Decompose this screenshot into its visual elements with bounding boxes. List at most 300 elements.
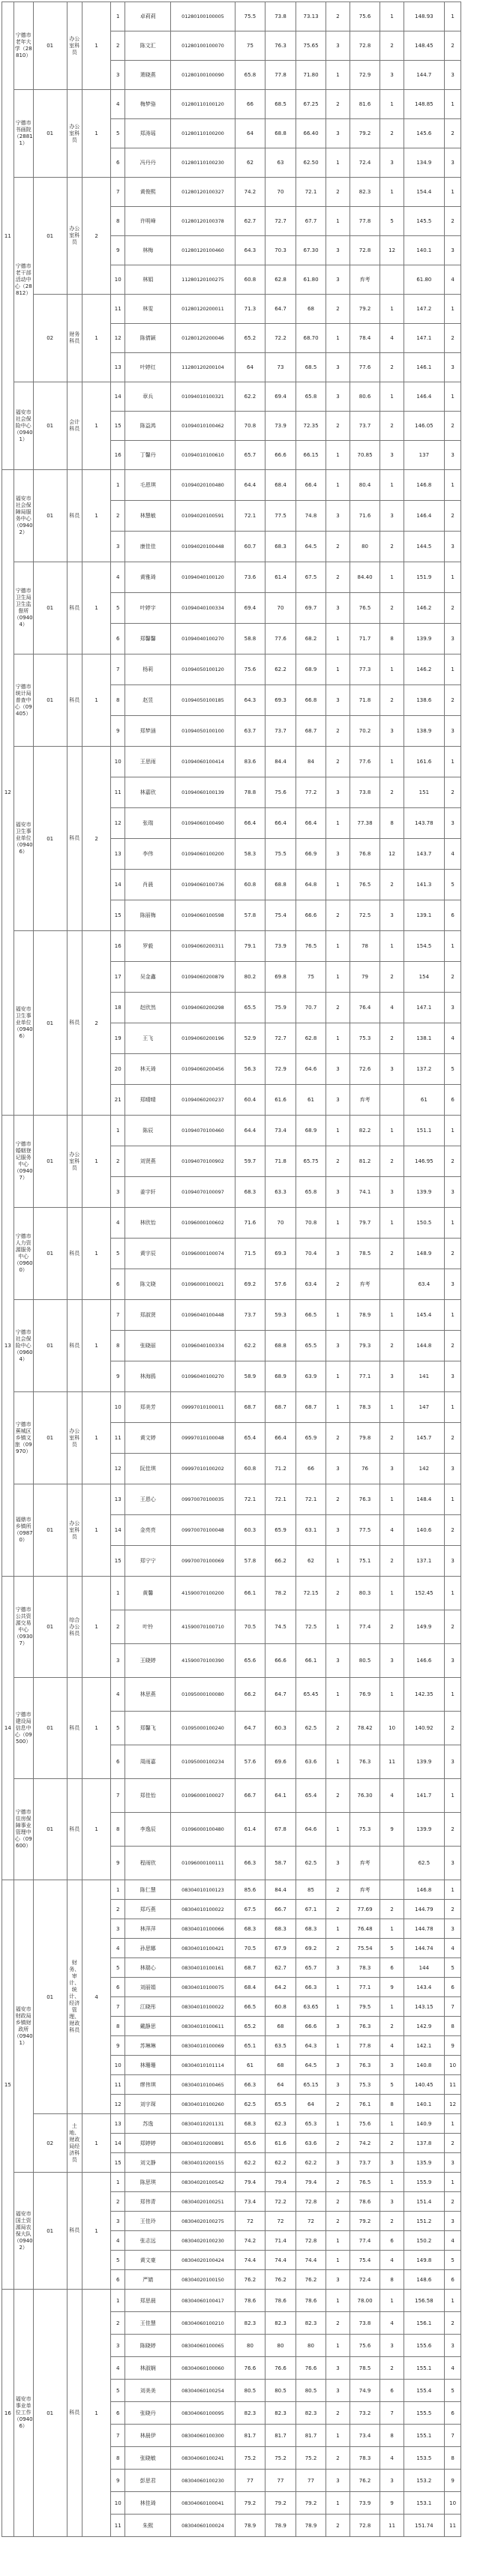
interview-group-cell: 2 [326, 178, 350, 207]
interview-score-cell: 72.5 [350, 900, 380, 931]
written-total-cell: 72.1 [296, 178, 326, 207]
interview-group-cell: 1 [326, 1745, 350, 1779]
rank-cell: 2 [444, 2192, 461, 2212]
interview-group-cell: 2 [326, 562, 350, 593]
total-score-cell: 145.7 [404, 1423, 444, 1454]
candidate-name-cell: 陈晓婷 [125, 2335, 171, 2357]
interview-score-cell: 76.9 [350, 1678, 380, 1712]
written-score-b-cell: 66.4 [266, 808, 296, 839]
rank-cell: 2 [444, 1900, 461, 1919]
interview-group-cell: 1 [326, 1361, 350, 1392]
written-total-cell: 66.5 [296, 1300, 326, 1331]
serial-cell: 3 [111, 1177, 125, 1208]
rank-cell: 5 [444, 1958, 461, 1978]
written-total-cell: 62.5 [296, 1847, 326, 1880]
exam-no-cell: 08304060100241 [171, 2447, 236, 2470]
exam-no-cell: 01280100100070 [171, 31, 236, 61]
serial-cell: 16 [111, 441, 125, 470]
interview-score-cell: 75.4 [350, 2251, 380, 2270]
rank-cell: 12 [444, 2095, 461, 2114]
post-name: 科员 [67, 931, 82, 1116]
interview-score-cell: 70.85 [350, 441, 380, 470]
serial-cell: 12 [111, 324, 125, 353]
post-code: 01 [33, 654, 67, 747]
interview-score-cell: 72.4 [350, 148, 380, 178]
exam-no-cell: 01094050100100 [171, 716, 236, 747]
written-total-cell: 62.8 [296, 1023, 326, 1054]
interview-group-cell: 1 [326, 1023, 350, 1054]
total-score-cell: 155.4 [404, 2380, 444, 2402]
interview-score-cell: 78.5 [350, 2357, 380, 2380]
written-score-b-cell: 59.3 [266, 1300, 296, 1331]
interview-score-cell: 84.40 [350, 562, 380, 593]
hiring-quota: 1 [82, 1392, 110, 1484]
total-score-cell: 149.9 [404, 1610, 444, 1644]
interview-group-cell: 3 [326, 2357, 350, 2380]
interview-order-cell: 2 [380, 870, 404, 900]
interview-score-cell: 76.3 [350, 1745, 380, 1779]
serial-cell: 13 [111, 353, 125, 382]
section-number: 15 [2, 1880, 14, 2290]
serial-cell: 8 [111, 1331, 125, 1361]
written-score-b-cell: 58.7 [266, 1847, 296, 1880]
serial-cell: 1 [111, 2173, 125, 2192]
interview-order-cell: 8 [380, 2425, 404, 2447]
interview-score-cell: 73.8 [350, 2312, 380, 2335]
interview-score-cell: 77.6 [350, 747, 380, 777]
table-row [2, 295, 478, 324]
written-score-a-cell: 58.3 [235, 839, 266, 870]
interview-score-cell: 75.3 [350, 2075, 380, 2095]
written-total-cell: 66.4 [296, 808, 326, 839]
written-score-a-cell: 52.9 [235, 1023, 266, 1054]
written-score-b-cell: 77 [266, 2470, 296, 2492]
interview-group-cell: 3 [326, 2270, 350, 2290]
written-total-cell: 75.65 [296, 31, 326, 61]
interview-score-cell: 78.3 [350, 2447, 380, 2470]
serial-cell: 12 [111, 808, 125, 839]
interview-score-cell: 80.5 [350, 1644, 380, 1678]
written-total-cell: 64.3 [296, 2036, 326, 2056]
written-score-a-cell: 64.3 [235, 685, 266, 716]
total-score-cell: 137.1 [404, 1546, 444, 1577]
total-score-cell: 142 [404, 1454, 444, 1484]
interview-order-cell: 2 [380, 532, 404, 562]
total-score-cell: 143.7 [404, 839, 444, 870]
candidate-name-cell: 苏逸 [125, 2114, 171, 2134]
hiring-quota: 1 [82, 1779, 110, 1880]
candidate-name-cell: 张晓丽 [125, 1331, 171, 1361]
written-score-a-cell: 66.1 [235, 1577, 266, 1610]
total-score-cell: 154 [404, 962, 444, 993]
candidate-name-cell: 陈仁慧 [125, 1880, 171, 1900]
interview-score-cell: 78.9 [350, 1300, 380, 1331]
post-name: 科员 [67, 747, 82, 931]
candidate-name-cell: 林娟 [125, 265, 171, 295]
interview-group-cell: 2 [326, 2212, 350, 2231]
exam-no-cell: 08304060100095 [171, 2402, 236, 2425]
interview-group-cell: 1 [326, 962, 350, 993]
written-score-a-cell: 73.4 [235, 2192, 266, 2212]
candidate-name-cell: 郑婷婷 [125, 2134, 171, 2153]
rank-cell: 2 [444, 1813, 461, 1847]
total-score-cell: 137.8 [404, 2134, 444, 2153]
candidate-name-cell: 阮佳琪 [125, 1454, 171, 1484]
written-total-cell: 72.35 [296, 412, 326, 441]
written-score-a-cell: 79.2 [235, 2492, 266, 2515]
rank-cell: 3 [444, 61, 461, 90]
total-score-cell: 146.6 [404, 1644, 444, 1678]
written-score-b-cell: 72.2 [266, 324, 296, 353]
serial-cell: 8 [111, 207, 125, 236]
total-score-cell: 149.8 [404, 2251, 444, 2270]
post-code: 01 [33, 1116, 67, 1208]
interview-group-cell: 1 [326, 1546, 350, 1577]
post-code: 01 [33, 2173, 67, 2290]
written-total-cell: 72.5 [296, 1610, 326, 1644]
candidate-name-cell: 王晓婷 [125, 1644, 171, 1678]
written-total-cell: 76.2 [296, 2270, 326, 2290]
serial-cell: 19 [111, 1023, 125, 1054]
candidate-name-cell: 林萍萍 [125, 1919, 171, 1939]
exam-no-cell: 01094070100902 [171, 1146, 236, 1177]
written-score-b-cell: 72.7 [266, 207, 296, 236]
section-number: 12 [2, 470, 14, 1116]
interview-order-cell [380, 1085, 404, 1116]
interview-score-cell: 76.3 [350, 2056, 380, 2075]
rank-cell: 4 [444, 1939, 461, 1958]
written-score-a-cell: 65.2 [235, 2017, 266, 2036]
written-score-a-cell: 74.4 [235, 2251, 266, 2270]
written-score-a-cell: 66.3 [235, 1847, 266, 1880]
candidate-name-cell: 林珊珊 [125, 2056, 171, 2075]
interview-order-cell: 1 [380, 1997, 404, 2017]
total-score-cell: 144.74 [404, 1939, 444, 1958]
rank-cell: 2 [444, 1239, 461, 1269]
interview-order-cell: 4 [380, 324, 404, 353]
total-score-cell: 148.6 [404, 2270, 444, 2290]
interview-order-cell: 4 [380, 2036, 404, 2056]
written-total-cell: 69.7 [296, 593, 326, 624]
interview-order-cell: 11 [380, 1745, 404, 1779]
rank-cell: 7 [444, 2425, 461, 2447]
interview-order-cell: 2 [380, 1546, 404, 1577]
exam-no-cell: 41590070100200 [171, 1577, 236, 1610]
serial-cell: 15 [111, 900, 125, 931]
post-code: 01 [33, 1484, 67, 1577]
exam-no-cell: 08304060100065 [171, 2335, 236, 2357]
written-score-a-cell: 61.4 [235, 1813, 266, 1847]
written-score-b-cell: 70 [266, 593, 296, 624]
interview-order-cell: 12 [380, 839, 404, 870]
post-code: 01 [33, 178, 67, 295]
hiring-quota: 4 [82, 1880, 110, 2114]
interview-order-cell: 9 [380, 1978, 404, 1997]
exam-no-cell: 09970070100035 [171, 1484, 236, 1515]
total-score-cell: 161.6 [404, 747, 444, 777]
candidate-name-cell: 黄俊熙 [125, 178, 171, 207]
total-score-cell: 155.1 [404, 2425, 444, 2447]
candidate-name-cell: 毛恩琪 [125, 470, 171, 501]
interview-order-cell: 1 [380, 931, 404, 962]
written-score-b-cell: 73.4 [266, 1116, 296, 1146]
interview-order-cell: 2 [380, 2357, 404, 2380]
written-score-b-cell: 84.4 [266, 1880, 296, 1900]
written-score-a-cell: 65.5 [235, 993, 266, 1023]
written-total-cell: 66.8 [296, 685, 326, 716]
serial-cell: 8 [111, 2017, 125, 2036]
exam-no-cell: 08304010100161 [171, 1958, 236, 1978]
written-total-cell: 65.3 [296, 2114, 326, 2134]
interview-order-cell: 1 [380, 2, 404, 31]
interview-group-cell: 1 [326, 2114, 350, 2134]
candidate-name-cell: 林淑娴 [125, 2357, 171, 2380]
interview-score-cell: 79.2 [350, 119, 380, 148]
written-total-cell: 63.6 [296, 2134, 326, 2153]
candidate-name-cell: 许明峰 [125, 207, 171, 236]
interview-group-cell: 3 [326, 1177, 350, 1208]
interview-score-cell: 74.2 [350, 2134, 380, 2153]
candidate-name-cell: 郑淑贤 [125, 1300, 171, 1331]
written-score-a-cell: 78.9 [235, 2515, 266, 2537]
written-score-a-cell: 82.3 [235, 2402, 266, 2425]
serial-cell: 1 [111, 1880, 125, 1900]
written-score-a-cell: 73.7 [235, 1300, 266, 1331]
interview-order-cell: 1 [380, 1392, 404, 1423]
interview-score-cell: 76.3 [350, 1484, 380, 1515]
written-total-cell: 67.7 [296, 207, 326, 236]
written-total-cell: 68.7 [296, 1392, 326, 1423]
total-score-cell: 156.1 [404, 2312, 444, 2335]
exam-no-cell: 01094050100185 [171, 685, 236, 716]
interview-score-cell: 76.5 [350, 593, 380, 624]
serial-cell: 1 [111, 1577, 125, 1610]
rank-cell: 3 [444, 1919, 461, 1939]
interview-score-cell: 79.2 [350, 295, 380, 324]
written-total-cell: 65.75 [296, 1146, 326, 1177]
total-score-cell: 144.7 [404, 61, 444, 90]
interview-group-cell: 1 [326, 1208, 350, 1239]
interview-group-cell: 1 [326, 2425, 350, 2447]
candidate-name-cell: 郑巧燕 [125, 1900, 171, 1919]
interview-score-cell: 73.7 [350, 412, 380, 441]
interview-score-cell: 73.9 [350, 2492, 380, 2515]
written-score-a-cell: 72 [235, 2212, 266, 2231]
serial-cell: 8 [111, 1813, 125, 1847]
written-score-a-cell: 71.6 [235, 1208, 266, 1239]
interview-order-cell: 2 [380, 777, 404, 808]
interview-score-cell: 76.1 [350, 2095, 380, 2114]
rank-cell: 1 [444, 1300, 461, 1331]
written-total-cell: 62.2 [296, 2153, 326, 2173]
rank-cell: 3 [444, 1546, 461, 1577]
written-score-a-cell: 64.3 [235, 236, 266, 265]
candidate-name-cell: 孙思娜 [125, 1939, 171, 1958]
interview-group-cell: 2 [326, 2447, 350, 2470]
written-score-a-cell: 70.8 [235, 412, 266, 441]
candidate-name-cell: 郑宁宁 [125, 1546, 171, 1577]
post-name: 土地、财政局经济科员 [67, 2114, 82, 2173]
table-row [2, 1484, 478, 1515]
interview-group-cell: 1 [326, 470, 350, 501]
rank-cell: 1 [444, 1779, 461, 1813]
unit-name: 宁德市蕉城区乡镇文旅（09970） [14, 1392, 33, 1484]
interview-group-cell: 3 [326, 2075, 350, 2095]
written-total-cell: 70.4 [296, 1239, 326, 1269]
written-score-a-cell: 64 [235, 119, 266, 148]
total-score-cell: 144 [404, 1958, 444, 1978]
written-score-b-cell: 62.7 [266, 1958, 296, 1978]
written-score-a-cell: 79.1 [235, 931, 266, 962]
serial-cell: 3 [111, 2212, 125, 2231]
hiring-quota: 1 [82, 90, 110, 178]
written-score-a-cell: 62 [235, 148, 266, 178]
exam-no-cell: 01095000100080 [171, 1678, 236, 1712]
interview-score-cell: 75.6 [350, 2114, 380, 2134]
written-score-b-cell: 63.5 [266, 2036, 296, 2056]
rank-cell: 2 [444, 324, 461, 353]
written-score-b-cell: 66.2 [266, 1546, 296, 1577]
serial-cell: 6 [111, 1978, 125, 1997]
rank-cell: 3 [444, 441, 461, 470]
serial-cell: 9 [111, 716, 125, 747]
written-score-b-cell: 68.8 [266, 119, 296, 148]
written-score-a-cell: 60.3 [235, 1515, 266, 1546]
interview-score-cell: 72.8 [350, 236, 380, 265]
written-total-cell: 65.8 [296, 1177, 326, 1208]
exam-no-cell: 01280120100327 [171, 178, 236, 207]
serial-cell: 17 [111, 962, 125, 993]
interview-score-cell: 71.8 [350, 685, 380, 716]
serial-cell: 4 [111, 1678, 125, 1712]
candidate-name-cell: 王恩心 [125, 1484, 171, 1515]
written-total-cell: 63.1 [296, 1515, 326, 1546]
serial-cell: 13 [111, 839, 125, 870]
total-score-cell: 137 [404, 441, 444, 470]
written-score-b-cell: 71.4 [266, 2231, 296, 2251]
interview-order-cell: 1 [380, 1484, 404, 1515]
total-score-cell: 143.15 [404, 1997, 444, 2017]
written-score-a-cell: 62.5 [235, 2095, 266, 2114]
candidate-name-cell: 林晨伊 [125, 2425, 171, 2447]
written-score-b-cell: 64.2 [266, 1978, 296, 1997]
interview-score-cell: 77.1 [350, 1361, 380, 1392]
table-row [2, 178, 478, 207]
interview-order-cell: 1 [380, 470, 404, 501]
serial-cell: 7 [111, 1300, 125, 1331]
interview-order-cell: 3 [380, 2192, 404, 2212]
written-total-cell: 72 [296, 2212, 326, 2231]
rank-cell: 9 [444, 2470, 461, 2492]
candidate-name-cell: 林佳琦 [125, 2492, 171, 2515]
rank-cell: 5 [444, 1054, 461, 1085]
total-score-cell: 151.74 [404, 2515, 444, 2537]
interview-score-cell: 75.3 [350, 1813, 380, 1847]
candidate-name-cell: 张瑞 [125, 808, 171, 839]
rank-cell: 2 [444, 777, 461, 808]
written-score-a-cell: 72.1 [235, 501, 266, 532]
post-name: 科员 [67, 1678, 82, 1779]
interview-group-cell: 3 [326, 265, 350, 295]
exam-no-cell: 08304010100611 [171, 2017, 236, 2036]
interview-score-cell: 76 [350, 1454, 380, 1484]
exam-no-cell: 01094070100460 [171, 1116, 236, 1146]
interview-score-cell: 弃考 [350, 265, 380, 295]
candidate-name-cell: 林嘉欣 [125, 777, 171, 808]
written-score-b-cell: 61.4 [266, 562, 296, 593]
interview-group-cell: 3 [326, 1847, 350, 1880]
total-score-cell: 139.1 [404, 900, 444, 931]
hiring-quota: 2 [82, 178, 110, 295]
written-total-cell: 78.6 [296, 2290, 326, 2312]
interview-score-cell: 77.4 [350, 2231, 380, 2251]
total-score-cell: 63.4 [404, 1269, 444, 1300]
rank-cell: 2 [444, 2312, 461, 2335]
written-score-a-cell: 69.4 [235, 593, 266, 624]
interview-score-cell: 79.3 [350, 1331, 380, 1361]
total-score-cell: 139.9 [404, 624, 444, 654]
written-score-b-cell: 79.2 [266, 2492, 296, 2515]
interview-score-cell: 73.8 [350, 777, 380, 808]
rank-cell: 3 [444, 1454, 461, 1484]
post-code: 01 [33, 1678, 67, 1779]
written-total-cell: 68.9 [296, 1116, 326, 1146]
written-total-cell: 66.40 [296, 119, 326, 148]
interview-order-cell: 11 [380, 2515, 404, 2537]
rank-cell: 2 [444, 119, 461, 148]
written-score-b-cell: 61.6 [266, 1085, 296, 1116]
interview-order-cell: 3 [380, 1454, 404, 1484]
hiring-quota: 1 [82, 2114, 110, 2173]
written-score-a-cell: 65.2 [235, 324, 266, 353]
total-score-cell: 140.1 [404, 2095, 444, 2114]
written-score-b-cell: 79.4 [266, 2173, 296, 2192]
interview-score-cell: 弃考 [350, 1085, 380, 1116]
interview-score-cell: 82.2 [350, 1116, 380, 1146]
written-total-cell: 63.4 [296, 1269, 326, 1300]
candidate-name-cell: 陈文汇 [125, 31, 171, 61]
exam-no-cell: 11280120200104 [171, 353, 236, 382]
interview-score-cell: 80.3 [350, 1577, 380, 1610]
interview-order-cell: 2 [380, 31, 404, 61]
total-score-cell: 155.5 [404, 2402, 444, 2425]
candidate-name-cell: 林慧敏 [125, 501, 171, 532]
total-score-cell: 146.4 [404, 382, 444, 412]
candidate-name-cell: 郑佳怡 [125, 1779, 171, 1813]
written-total-cell: 72.8 [296, 2192, 326, 2212]
unit-name: 宁德市老干部活动中心（28812） [14, 178, 33, 382]
exam-no-cell: 01096040100270 [171, 1361, 236, 1392]
interview-order-cell: 3 [380, 2335, 404, 2357]
exam-no-cell: 01096040100334 [171, 1331, 236, 1361]
interview-score-cell: 72.6 [350, 1054, 380, 1085]
candidate-name-cell: 郑美芳 [125, 1392, 171, 1423]
hiring-quota: 1 [82, 1484, 110, 1577]
total-score-cell: 151 [404, 777, 444, 808]
exam-no-cell: 01094010100321 [171, 382, 236, 412]
interview-group-cell: 3 [326, 2380, 350, 2402]
interview-score-cell: 75.3 [350, 1023, 380, 1054]
hiring-quota: 1 [82, 1300, 110, 1392]
interview-order-cell: 2 [380, 1331, 404, 1361]
written-score-a-cell: 62.2 [235, 382, 266, 412]
exam-no-cell: 08304020100542 [171, 2173, 236, 2192]
interview-order-cell: 2 [380, 962, 404, 993]
total-score-cell: 143.78 [404, 808, 444, 839]
interview-order-cell [380, 1880, 404, 1900]
written-score-a-cell: 68.7 [235, 1392, 266, 1423]
post-code: 01 [33, 1392, 67, 1484]
